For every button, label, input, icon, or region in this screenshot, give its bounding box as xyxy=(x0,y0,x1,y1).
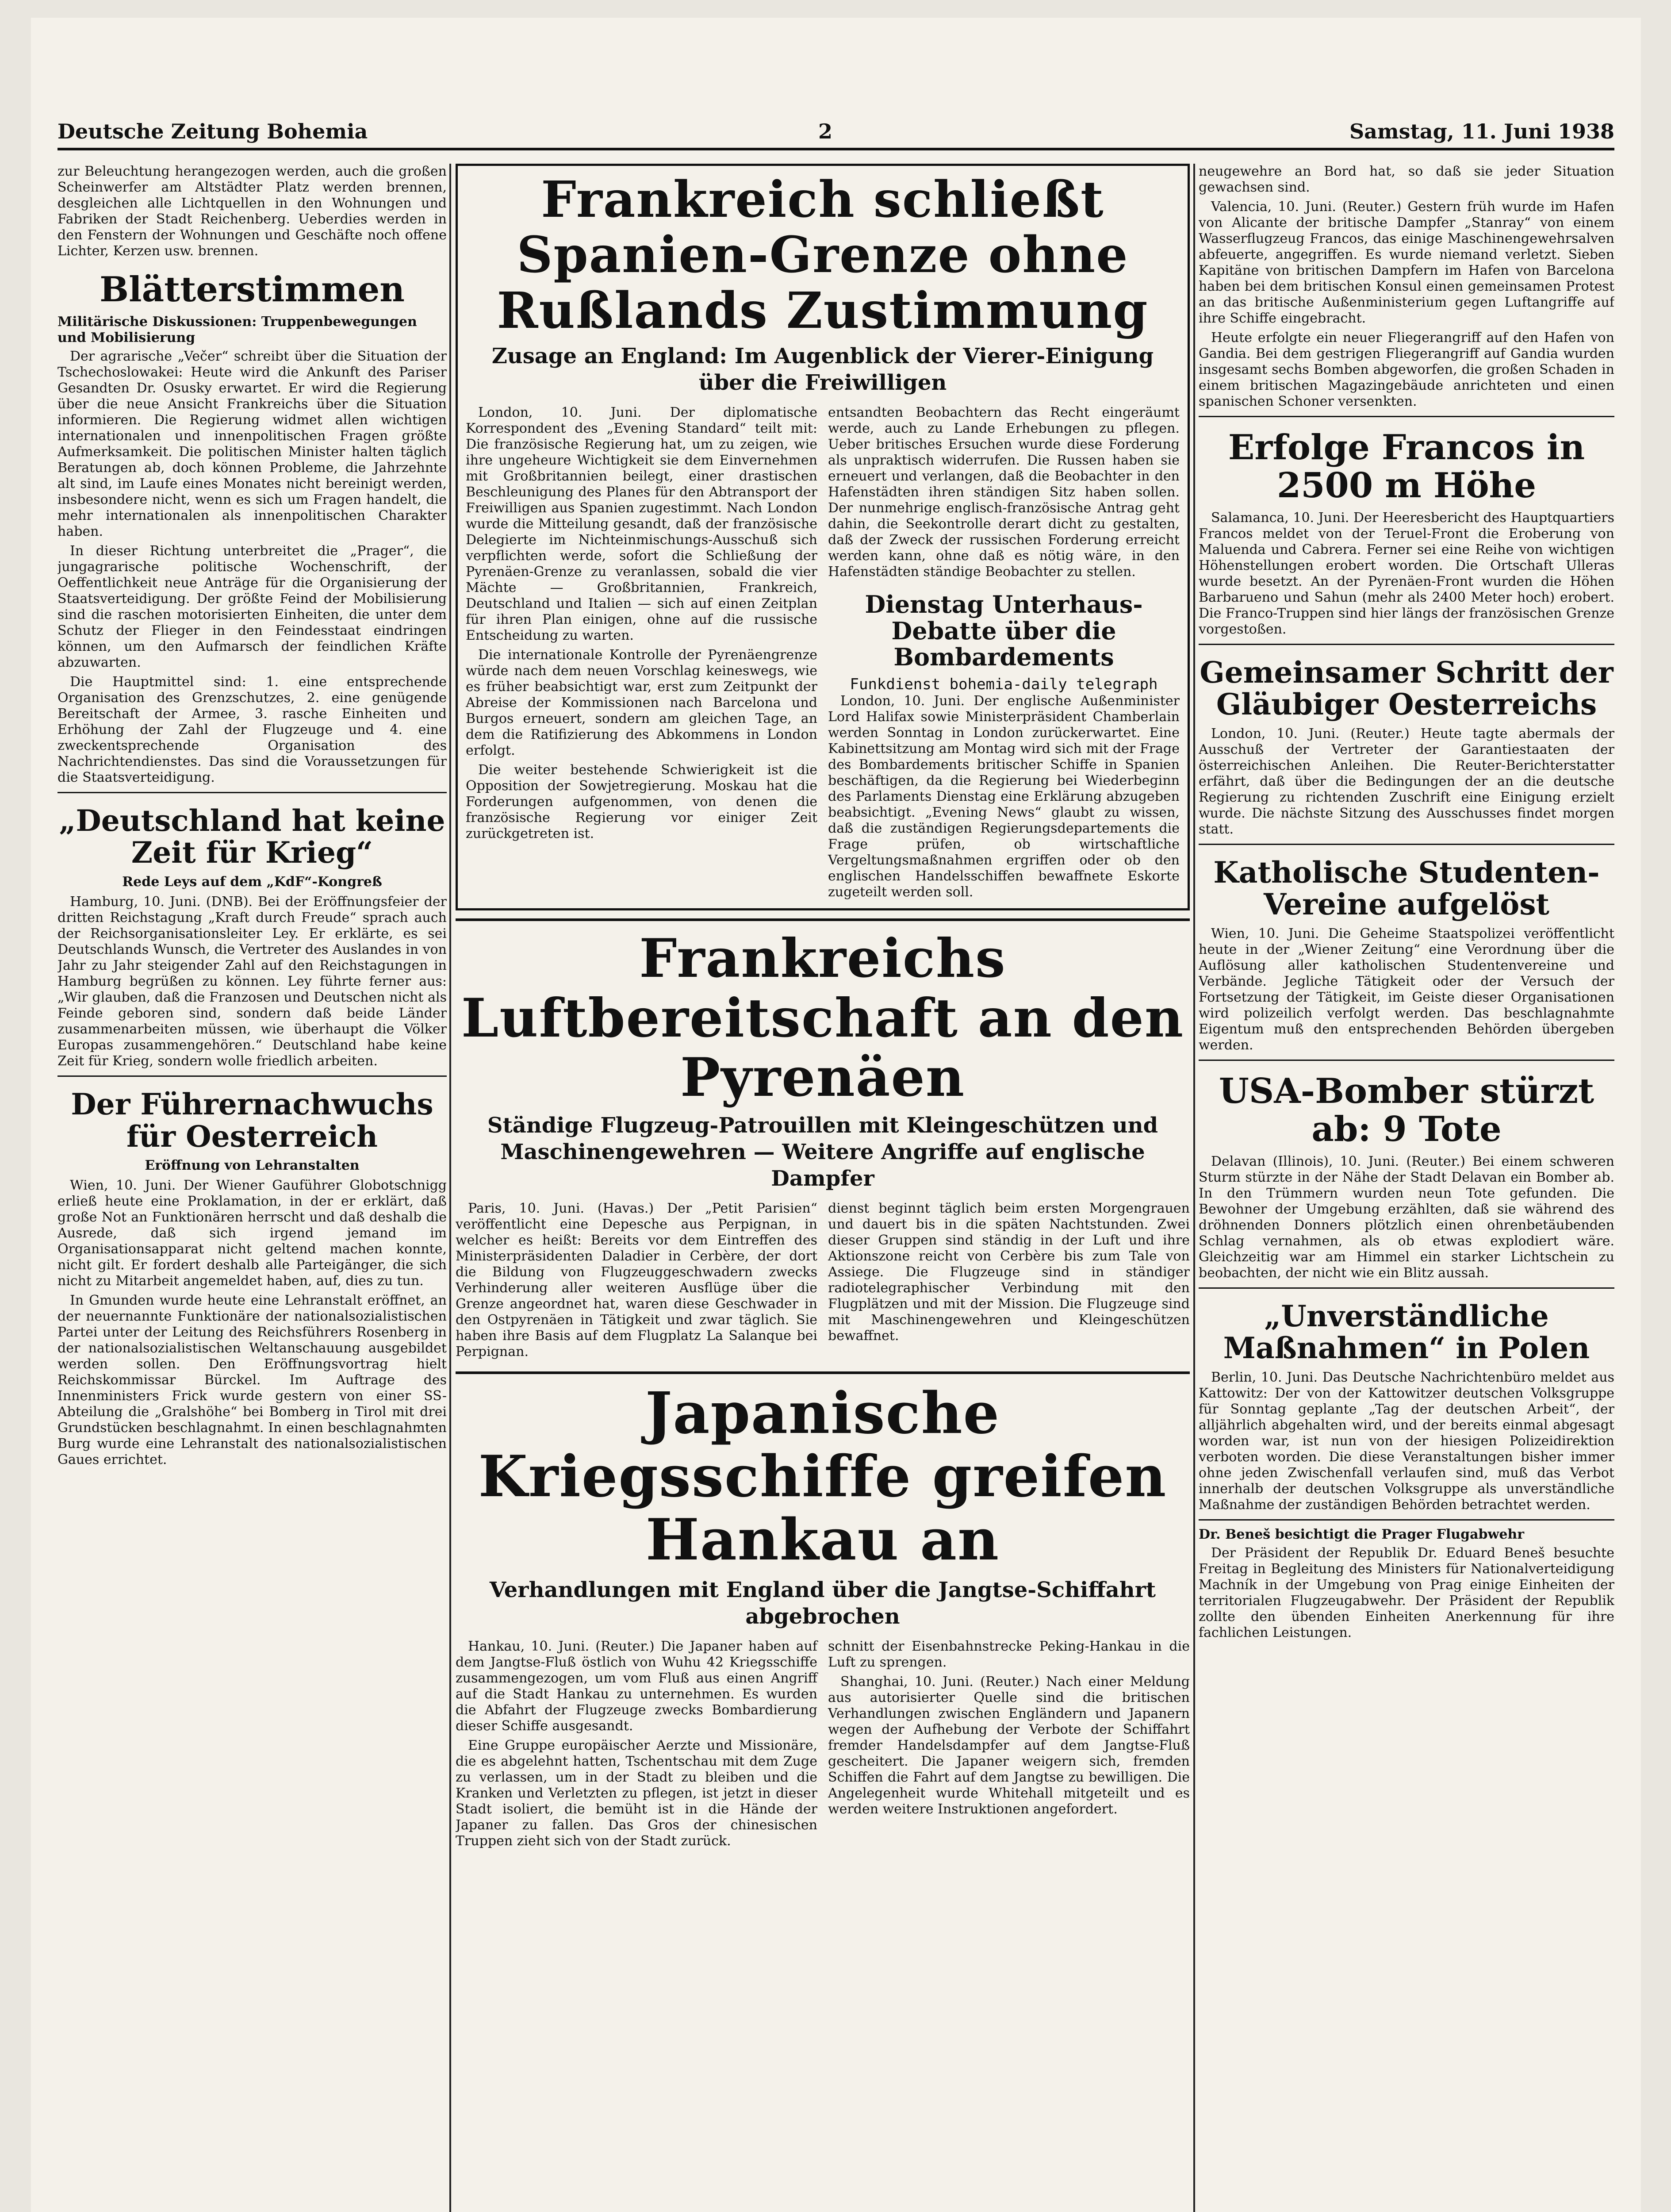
headline-fuehrernachwuchs: Der Führernachwuchs für Oesterreich xyxy=(71,1087,433,1154)
paragraph: entsandten Beobachtern das Recht eingeräumt werde, auch zu Lande Erhebungen zu pflegen. Ueber britisches Ersuchen wurde diese Forderung als unpraktisch widerrufen. Die Russen haben sie erneuert und verlangen, daß die Beobachter in den Hafenstädten ihren ständigen Sitz haben sollen. Der nunmehrige englisch-französische Antrag geht dahin, die Seekontrolle derart dicht zu gestalten, daß der Zweck der russischen Forderung erreicht werden kann, ohne daß es nötig wäre, in den Hafenstädten ständige Beobachter zu stellen. xyxy=(828,405,1180,580)
divider xyxy=(1199,416,1614,417)
column-left xyxy=(57,164,447,2212)
banner-headline-spanien: Frankreich schließt Spanien-Grenze ohne Rußlands Zustimmung xyxy=(497,171,1149,340)
headline-polen: „Unverständliche Maßnahmen“ in Polen xyxy=(1223,1298,1590,1366)
paragraph: Der Präsident der Republik Dr. Eduard Beneš besuchte Freitag in Begleitung des Ministers für Nationalverteidigung Machník in der Umgebung von Prag einige Einheiten der territorialen Flugzeugabwehr. Der Präsident der Republik zollte den übenden Einheiten Anerkennung für ihre fachlichen Leistungen. xyxy=(1199,1545,1614,1640)
headline-blaetterstimmen: Blätterstimmen xyxy=(100,269,405,310)
issue-date: Samstag, 11. Juni 1938 xyxy=(1349,119,1614,143)
kicker: Militärische Diskussionen: Truppenbewegungen und Mobilisierung xyxy=(57,314,417,346)
divider xyxy=(456,1371,1190,1374)
paragraph: Wien, 10. Juni. Der Wiener Gauführer Globotschnigg erließ heute eine Proklamation, in der er erklärt, daß große Not an Funktionären herrscht und daß deshalb die Ausrede, daß sich irgend jemand im Organisationsapparat nicht geltend machen konnte, nicht gilt. Er fordert deshalb alle Parteigänger, die sich nicht zu Mitarbeit angemeldet haben, auf, dies zu tun. xyxy=(57,1178,447,1289)
paragraph: Eine Gruppe europäischer Aerzte und Missionäre, die es abgelehnt hatten, Tschentschau mit dem Zuge zu verlassen, um in der Stadt zu bleiben und die Kranken und Verletzten zu pflegen, ist jetzt in dieser Stadt isoliert, die bemüht ist in die Hände der Japaner zu fallen. Das Gros der chinesischen Truppen zieht sich von der Stadt zurück. xyxy=(456,1737,817,1849)
paragraph: Der agrarische „Večer“ schreibt über die Situation der Tschechoslowakei: Heute wird die Ankunft des Pariser Gesandten Dr. Osusky erwartet. Er wird die Regierung über die neue Ansicht Frankreichs über die Situation informieren. Die Regierung widmet allen wichtigen internationalen und innenpolitischen Fragen größte Aufmerksamkeit. Die politischen Minister halten täglich Beratungen ab, doch können Probleme, die Jahrzehnte alt sind, im Laufe eines Monates nicht bereinigt werden, insbesondere nicht, wenn es sich um Fragen handelt, die mehr internationalen als innenpolitischen Charakter haben. xyxy=(57,348,447,539)
paragraph: Die weiter bestehende Schwierigkeit ist die Opposition der Sowjetregierung. Moskau hat die Forderungen aufgenommen, von denen die französische Regierung vor einiger Zeit zurückgetreten ist. xyxy=(466,762,817,842)
newspaper-page xyxy=(31,18,1641,2212)
subheadline: Verhandlungen mit England über die Jangtse-Schiffahrt abgebrochen xyxy=(489,1577,1156,1629)
two-column-body xyxy=(466,405,1180,904)
paragraph: Die internationale Kontrolle der Pyrenäengrenze würde nach dem neuen Vorschlag keineswegs, wie es früher beabsichtigt war, erst zum Zeitpunkt der Abreise der Kommissionen nach Barcelona und Burgos erneuert, sondern am gleichen Tage, an dem die Ratifizierung des Abkommens in London erfolgt. xyxy=(466,647,817,759)
banner-headline-hankau: Japanische Kriegsschiffe greifen Hankau an xyxy=(478,1380,1167,1574)
headline-deutschland: „Deutschland hat keine Zeit für Krieg“ xyxy=(59,803,445,870)
divider xyxy=(1199,644,1614,645)
lead-text: zur Beleuchtung herangezogen werden, auch die großen Scheinwerfer am Altstädter Platz werden brennen, desgleichen alle Lichtquellen in den Wohnungen und Fabriken der Stadt Reichenberg. Ueberdies werden in den Fenstern der Wohnungen und Geschäfte noch offene Lichter, Kerzen usw. brennen. xyxy=(57,164,447,259)
paragraph: In dieser Richtung unterbreitet die „Prager“, die jungagrarische politische Wochenschrift, der Oeffentlichkeit neue Anträge für die Organisierung der Staatsverteidigung. Der größte Feind der Mobilisierung sind die raschen motorisierten Einheiten, die unter dem Schutz der Flieger in den Feindesstaat eindringen können, um den Aufmarsch der feindlichen Kräfte abzuwarten. xyxy=(57,543,447,670)
paragraph: dienst beginnt täglich beim ersten Morgengrauen und dauert bis in die späten Nachtstunden. Zwei dieser Gruppen sind ständig in der Luft und ihre Aktionszone reicht von Cerbère bis zum Tale von Assiege. Die Flugzeuge sind in ständiger radiotelegraphischer Verbindung mit den Flugplätzen und mit der Mission. Die Flugzeuge sind mit Maschinengewehren und Kleingeschützen bewaffnet. xyxy=(828,1200,1190,1344)
page-number: 2 xyxy=(818,119,833,143)
banner-headline-pyrenaeen: Frankreichs Luftbereitschaft an den Pyrenäen xyxy=(461,927,1184,1109)
headline-usa-bomber: USA-Bomber stürzt ab: 9 Tote xyxy=(1219,1071,1594,1149)
column-center xyxy=(456,164,1190,2212)
paragraph: London, 10. Juni. Der englische Außenminister Lord Halifax sowie Ministerpräsident Chamberlain werden Sonntag in London zurückerwartet. Eine Kabinettsitzung am Montag wird sich mit der Frage des Bombardements britischer Schiffe in Spanien beschäftigen, da die Regierung bei Wiederbeginn des Parlaments Dienstag eine Erklärung abzugeben beabsichtigt. „Evening News“ glaubt zu wissen, daß die zuständigen Regierungsdepartements die Frage prüfen, ob wirtschaftliche Vergeltungsmaßnahmen ergriffen oder ob den englischen Handelsschiffen bewaffnete Eskorte zugeteilt werden soll. xyxy=(828,693,1180,900)
two-column-body xyxy=(456,1201,1190,1363)
paragraph: Hamburg, 10. Juni. (DNB). Bei der Eröffnungsfeier der dritten Reichstagung „Kraft durch Freude“ sprach auch der Reichsorganisationsleiter Ley. Er erklärte, es sei Deutschlands Wunsch, die Vertreter des Auslandes in von Jahr zu Jahr steigender Zahl auf den Reichstagungen in Hamburg begrüßen zu können. Ley führte ferner aus: „Wir glauben, daß die Franzosen und Deutschen nicht als Feinde geboren sind, sondern daß beide Länder zusammenarbeiten müssen, wie überhaupt die Völker Europas zusammengehören.“ Deutschland habe keine Zeit für Krieg, sondern wolle friedlich arbeiten. xyxy=(57,894,447,1069)
paragraph: Valencia, 10. Juni. (Reuter.) Gestern früh wurde im Hafen von Alicante der britische Dampfer „Stanray“ von einem Wasserflugzeug Francos, das einige Maschinengewehrsalven abfeuerte, angegriffen. Es wurde niemand verletzt. Sieben Kapitäne von britischen Dampfern im Hafen von Barcelona haben bei dem britischen Konsul einen gemeinsamen Protest an das britische Außenministerium gegen Luftangriffe auf ihre Schiffe eingebracht. xyxy=(1199,199,1614,326)
paragraph: Die Hauptmittel sind: 1. eine entsprechende Organisation des Grenzschutzes, 2. eine genügende Bereitschaft der Armee, 3. rasche Einheiten und Erhöhung der Zahl der Flugzeuge und 4. eine zweckentsprechende Organisation des Nachrichtendienstes. Das sind die Voraussetzungen für die Staatsverteidigung. xyxy=(57,674,447,785)
masthead xyxy=(57,119,1614,150)
paragraph: neugewehre an Bord hat, so daß sie jeder Situation gewachsen sind. xyxy=(1199,164,1614,195)
two-column-body xyxy=(456,1639,1190,1853)
kicker: Eröffnung von Lehranstalten xyxy=(145,1158,360,1174)
paragraph: Wien, 10. Juni. Die Geheime Staatspolizei veröffentlicht heute in der „Wiener Zeitung“ eine Verordnung über die Auflösung aller katholischen Studentenvereine und Verbände. Jegliche Tätigkeit oder der Versuch der Fortsetzung der Tätigkeit, im Geiste dieser Organisationen wird polizeilich verfolgt werden. Das beschlagnahmte Eigentum muß den entsprechenden Behörden übergeben werden. xyxy=(1199,926,1614,1053)
paragraph: Hankau, 10. Juni. (Reuter.) Die Japaner haben auf dem Jangtse-Fluß östlich von Wuhu 42 Kriegsschiffe zusammengezogen, um vom Fluß aus einen Angriff auf die Stadt Hankau zu unternehmen. Es wurden die Abfahrt der Flugzeuge zwecks Bombardierung dieser Schiffe ausgesandt. xyxy=(456,1638,817,1734)
divider xyxy=(1199,1287,1614,1289)
divider xyxy=(1199,1060,1614,1061)
newspaper-name: Deutsche Zeitung Bohemia xyxy=(57,119,368,143)
paragraph: Shanghai, 10. Juni. (Reuter.) Nach einer Meldung aus autorisierter Quelle sind die britischen Verhandlungen zwischen Engländern und Japanern wegen der Aufhebung der Verbote der Schiffahrt fremder Handelsdampfer auf dem Jangtse-Fluß gescheitert. Die Japaner weigern sich, fremden Schiffen die Fahrt auf dem Jangtse zu bewilligen. Die Angelegenheit wurde Whitehall mitgeteilt und es werden weitere Instruktionen angefordert. xyxy=(828,1674,1190,1817)
column-right xyxy=(1199,164,1614,2212)
column-rule xyxy=(449,164,451,2212)
column-rule xyxy=(1193,164,1195,2212)
divider xyxy=(57,1075,447,1077)
kicker: Rede Leys auf dem „KdF“-Kongreß xyxy=(122,874,382,890)
headline-francos: Erfolge Francos in 2500 m Höhe xyxy=(1228,427,1585,506)
paragraph: London, 10. Juni. (Reuter.) Heute tagte abermals der Ausschuß der Vertreter der Garantiestaaten der österreichischen Anleihen. Die Reuter-Berichterstatter erfährt, daß über die Bedingungen der an die deutsche Regierung zu richtenden Zuschrift eine Einigung erzielt wurde. Die nächste Sitzung des Ausschusses findet morgen statt. xyxy=(1199,726,1614,837)
paragraph: Delavan (Illinois), 10. Juni. (Reuter.) Bei einem schweren Sturm stürzte in der Nähe der Stadt Delavan ein Bomber ab. In den Trümmern wurden neun Tote gefunden. Die Bewohner der Umgebung erzählten, daß sie während des dröhnenden Donners plötzlich einen ohrenbetäubenden Schlag vernahmen, als ob etwas explodiert wäre. Gleichzeitig war am Himmel ein starker Lichtschein zu beobachten, der nicht wie ein Blitz aussah. xyxy=(1199,1153,1614,1281)
lead-story-box xyxy=(456,164,1190,910)
subheadline: Ständige Flugzeug-Patrouillen mit Kleingeschützen und Maschinengewehren — Weitere Angriffe auf englische Dampfer xyxy=(487,1113,1158,1191)
paragraph: Heute erfolgte ein neuer Fliegerangriff auf den Hafen von Gandia. Bei dem gestrigen Fliegerangriff auf Gandia wurden insgesamt sechs Bomben abgeworfen, die großen Schaden in einem britischen Magazingebäude anrichteten und einen spanischen Schoner versenkten. xyxy=(1199,330,1614,409)
headline-studenten: Katholische Studenten-Vereine aufgelöst xyxy=(1213,855,1600,922)
divider xyxy=(1199,844,1614,845)
divider xyxy=(456,918,1190,921)
headline-unterhaus: Dienstag Unterhaus-Debatte über die Bombardements xyxy=(865,590,1143,672)
headline-glaeubiger: Gemeinsamer Schritt der Gläubiger Oesterreichs xyxy=(1200,655,1614,722)
kicker: Dr. Beneš besichtigt die Prager Flugabwehr xyxy=(1199,1526,1525,1542)
subheadline: Zusage an England: Im Augenblick der Vierer-Einigung über die Freiwilligen xyxy=(491,344,1154,396)
paragraph: Salamanca, 10. Juni. Der Heeresbericht des Hauptquartiers Francos meldet von der Teruel-Front die Eroberung von Maluenda und Cabrera. Ferner sei eine Reihe von wichtigen Höhenstellungen erobert worden. Die Ortschaft Ulleras wurde besetzt. An der Pyrenäen-Front wurden die Höhen Barbarueno und Sahun (mehr als 2400 Meter hoch) erobert. Die Franco-Truppen sind hier längs der französischen Grenze vorgestoßen. xyxy=(1199,510,1614,637)
paragraph: Paris, 10. Juni. (Havas.) Der „Petit Parisien“ veröffentlicht eine Depesche aus Perpignan, in welcher es heißt: Bereits vor dem Eintreffen des Ministerpräsidenten Daladier in Cerbère, der dort die Bildung von Flugzeuggeschwadern zwecks Verhinderung aller weiteren Ausflüge über die Grenze angeordnet hat, waren diese Geschwader in den Ostpyrenäen in Tätigkeit und zwar täglich. Sie haben ihre Basis auf dem Flugplatz La Salanque bei Perpignan. xyxy=(456,1200,817,1359)
paragraph: London, 10. Juni. Der diplomatische Korrespondent des „Evening Standard“ teilt mit: Die französische Regierung hat, um zu zeigen, wie ihre ungeheure Wichtigkeit sie dem Einvernehmen mit Großbritannien beilegt, einer drastischen Beschleunigung des Planes für den Abtransport der Freiwilligen aus Spanien zugestimmt. Nach London wurde die Mitteilung gesandt, daß der französische Delegierte im Nichteinmischungs-Ausschuß sich verpflichten werde, sofort die Schließung der Pyrenäen-Grenze zu veranlassen, sobald die vier Mächte — Großbritannien, Frankreich, Deutschland und Italien — sich auf einen Zeitplan für ihren Plan einigen, ohne auf die russische Entscheidung zu warten. xyxy=(466,405,817,644)
paragraph: In Gmunden wurde heute eine Lehranstalt eröffnet, an der neuernannte Funktionäre der nationalsozialistischen Partei unter der Leitung des Reichsführers Rosenberg in der nationalsozialistischen Weltanschauung ausgebildet werden sollen. Den Eröffnungsvortrag hielt Reichskommissar Bürckel. Im Auftrage des Innenministers Frick wurde gestern von einer SS-Abteilung die „Gralshöhe“ bei Bomberg in Tirol mit drei Grundstücken beschlagnahmt. In einen beschlagnahmten Burg wurde eine Lehranstalt des nationalsozialistischen Gaues errichtet. xyxy=(57,1293,447,1468)
paragraph: schnitt der Eisenbahnstrecke Peking-Hankau in die Luft zu sprengen. xyxy=(828,1638,1190,1670)
divider xyxy=(1199,1519,1614,1521)
dateline-funkdienst: Funkdienst bohemia-daily telegraph xyxy=(850,676,1158,694)
divider xyxy=(57,792,447,793)
paragraph: Berlin, 10. Juni. Das Deutsche Nachrichtenbüro meldet aus Kattowitz: Der von der Kattowitzer deutschen Volksgruppe für Sonntag geplante „Tag der deutschen Arbeit“, der alljährlich abgehalten wird, und der bereits einmal abgesagt worden war, ist nun von der hiesigen Polizeidirektion verboten worden. Die diese Veranstaltungen bisher immer ohne jeden Zwischenfall verlaufen sind, muß das Verbot innerhalb der deutschen Volksgruppe als unverständliche Maßnahme der zuständigen Behörden betrachtet werden. xyxy=(1199,1369,1614,1513)
